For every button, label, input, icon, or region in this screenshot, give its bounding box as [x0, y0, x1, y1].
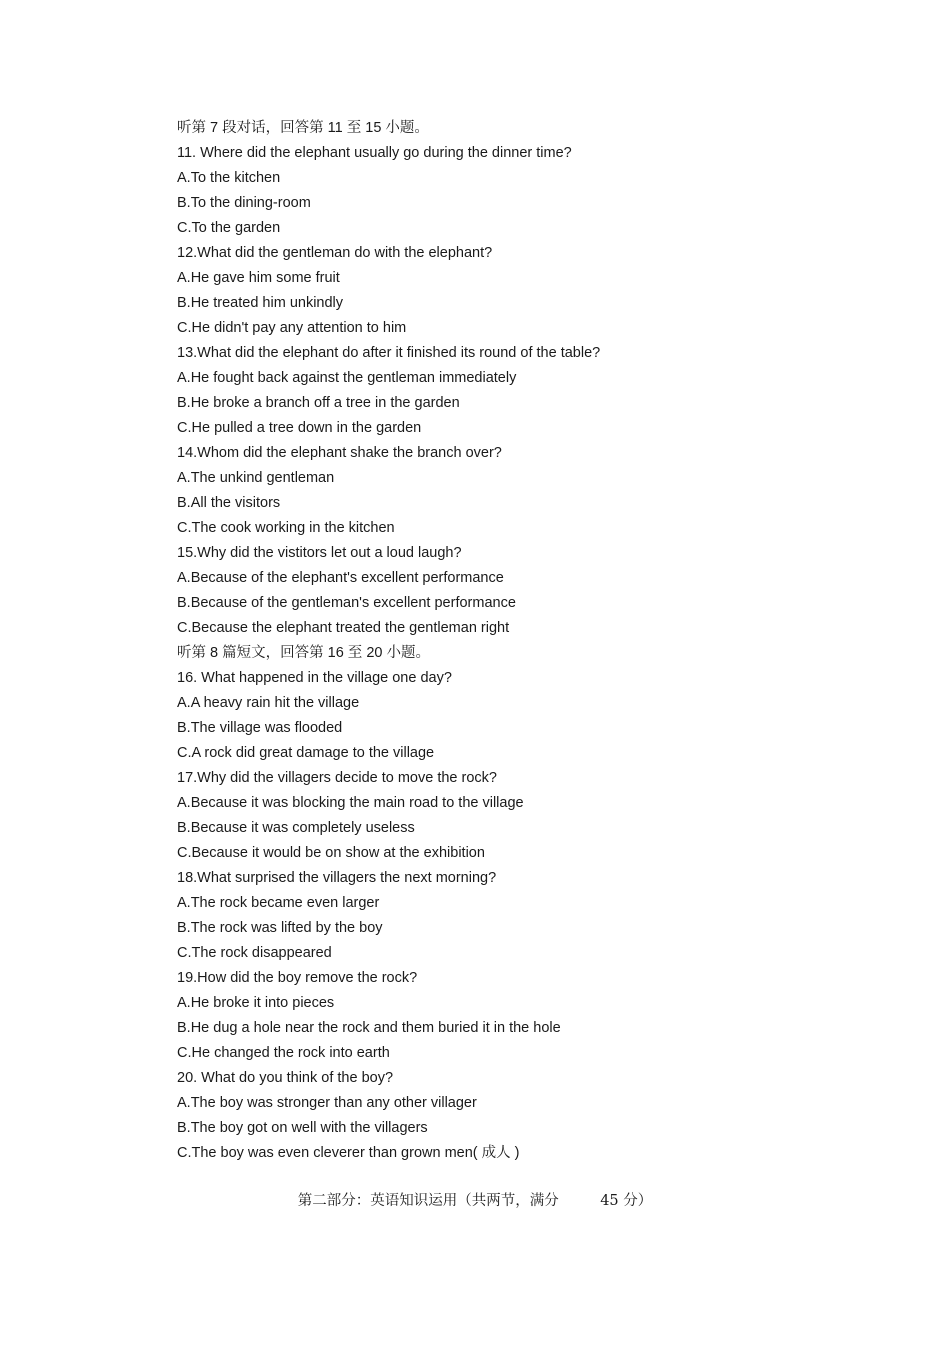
question-16: 16. What happened in the village one day?	[177, 670, 452, 686]
question-14: 14.Whom did the elephant shake the branch over?	[177, 445, 502, 461]
option-19-b: B.He dug a hole near the rock and them buried it in the hole	[177, 1020, 561, 1036]
question-15: 15.Why did the vistitors let out a loud laugh?	[177, 545, 462, 561]
question-17: 17.Why did the villagers decide to move the rock?	[177, 770, 497, 786]
option-17-c: C.Because it would be on show at the exhibition	[177, 845, 485, 861]
option-19-c: C.He changed the rock into earth	[177, 1045, 390, 1061]
option-13-b: B.He broke a branch off a tree in the garden	[177, 395, 460, 411]
option-15-b: B.Because of the gentleman's excellent performance	[177, 595, 516, 611]
option-13-a: A.He fought back against the gentleman immediately	[177, 370, 517, 386]
option-14-a: A.The unkind gentleman	[177, 470, 335, 486]
option-15-a: A.Because of the elephant's excellent performance	[177, 570, 504, 586]
option-12-a: A.He gave him some fruit	[177, 270, 340, 286]
option-18-b: B.The rock was lifted by the boy	[177, 920, 383, 936]
part-two-heading: 第二部分：英语知识运用（共两节，满分 45 分）	[297, 1193, 653, 1209]
question-12: 12.What did the gentleman do with the elephant?	[177, 245, 493, 261]
option-20-a: A.The boy was stronger than any other villager	[177, 1095, 477, 1111]
question-20: 20. What do you think of the boy?	[177, 1070, 394, 1086]
option-20-c: C.The boy was even cleverer than grown men( 成人 )	[177, 1145, 520, 1161]
option-20-b: B.The boy got on well with the villagers	[177, 1120, 428, 1136]
option-11-b: B.To the dining-room	[177, 195, 311, 211]
option-11-a: A.To the kitchen	[177, 170, 281, 186]
option-18-c: C.The rock disappeared	[177, 945, 332, 961]
option-12-b: B.He treated him unkindly	[177, 295, 344, 311]
question-18: 18.What surprised the villagers the next morning?	[177, 870, 497, 886]
option-14-c: C.The cook working in the kitchen	[177, 520, 395, 536]
option-17-a: A.Because it was blocking the main road to the village	[177, 795, 524, 811]
option-11-c: C.To the garden	[177, 220, 281, 236]
option-13-c: C.He pulled a tree down in the garden	[177, 420, 422, 436]
option-18-a: A.The rock became even larger	[177, 895, 380, 911]
option-16-c: C.A rock did great damage to the village	[177, 745, 435, 761]
option-15-c: C.Because the elephant treated the gentleman right	[177, 620, 510, 636]
section-heading-dialogue-7: 听第 7 段对话，回答第 11 至 15 小题。	[177, 120, 429, 136]
option-14-b: B.All the visitors	[177, 495, 281, 511]
option-16-a: A.A heavy rain hit the village	[177, 695, 360, 711]
option-17-b: B.Because it was completely useless	[177, 820, 415, 836]
option-16-b: B.The village was flooded	[177, 720, 343, 736]
question-19: 19.How did the boy remove the rock?	[177, 970, 418, 986]
option-19-a: A.He broke it into pieces	[177, 995, 335, 1011]
question-13: 13.What did the elephant do after it finished its round of the table?	[177, 345, 601, 361]
document-body	[177, 116, 877, 1166]
section-heading-passage-8: 听第 8 篇短文，回答第 16 至 20 小题。	[177, 645, 430, 661]
question-11: 11. Where did the elephant usually go during the dinner time?	[177, 145, 572, 161]
option-12-c: C.He didn't pay any attention to him	[177, 320, 407, 336]
